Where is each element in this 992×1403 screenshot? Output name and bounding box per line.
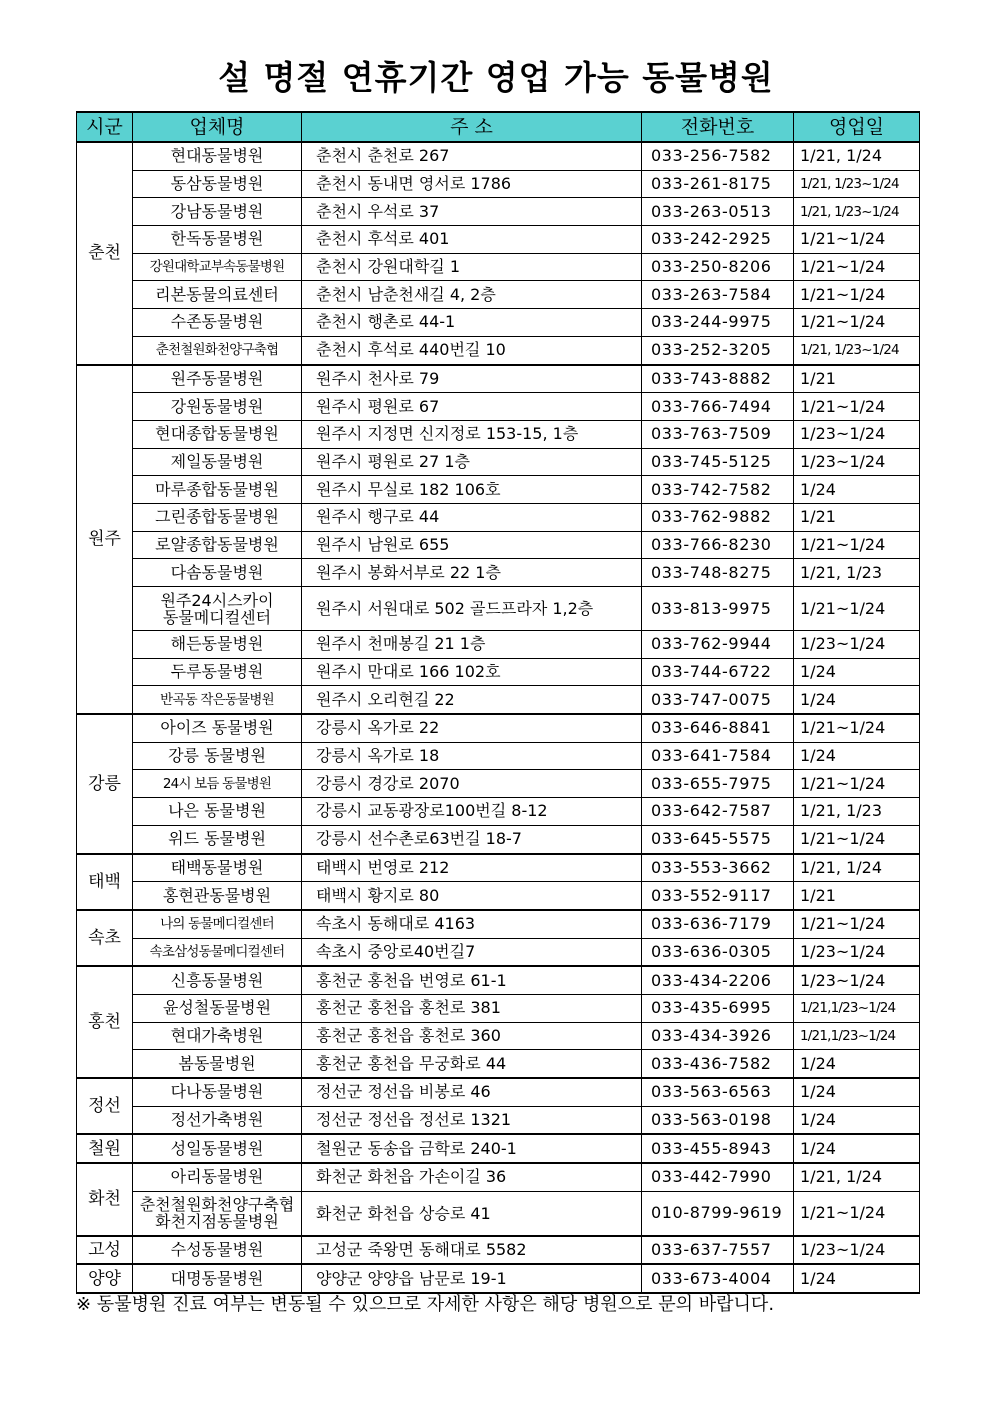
- hospital-name: 위드 동물병원: [133, 825, 302, 853]
- business-days: 1/24: [794, 742, 920, 770]
- business-days: 1/21~1/24: [794, 531, 920, 559]
- table-row: [77, 1163, 920, 1191]
- table-row: [77, 714, 920, 742]
- table-row: [77, 503, 920, 531]
- business-days: 1/21~1/24: [794, 226, 920, 254]
- table-row: [77, 1191, 920, 1236]
- business-days: 1/24: [794, 686, 920, 714]
- hospital-address: 춘천시 우석로 37: [302, 198, 642, 226]
- region-cell: 강릉: [77, 714, 133, 853]
- hospital-address: 홍천군 홍천읍 홍천로 360: [302, 1022, 642, 1050]
- hospital-address: 춘천시 강원대학길 1: [302, 253, 642, 281]
- region-cell: 철원: [77, 1134, 133, 1163]
- hospital-address: 원주시 남원로 655: [302, 531, 642, 559]
- hospital-name: 현대가축병원: [133, 1022, 302, 1050]
- table-row: [77, 476, 920, 504]
- hospital-name: 반곡동 작은동물병원: [133, 686, 302, 714]
- hospital-address: 원주시 행구로 44: [302, 503, 642, 531]
- hospital-phone: 033-435-6995: [642, 994, 794, 1022]
- business-days: 1/21~1/24: [794, 393, 920, 421]
- hospital-phone: 033-637-7557: [642, 1236, 794, 1265]
- hospital-name: 리본동물의료센터: [133, 281, 302, 309]
- hospital-address: 강릉시 선수촌로63번길 18-7: [302, 825, 642, 853]
- hospital-address: 원주시 평원로 67: [302, 393, 642, 421]
- hospital-phone: 033-766-8230: [642, 531, 794, 559]
- region-cell: 홍천: [77, 966, 133, 1078]
- hospital-phone: 033-242-2925: [642, 226, 794, 254]
- hospital-address: 원주시 서원대로 502 골드프라자 1,2층: [302, 587, 642, 631]
- hospital-phone: 033-434-2206: [642, 966, 794, 994]
- hospital-name: 강남동물병원: [133, 198, 302, 226]
- business-days: 1/24: [794, 658, 920, 686]
- business-days: 1/21~1/24: [794, 309, 920, 337]
- hospital-address: 춘천시 동내면 영서로 1786: [302, 170, 642, 198]
- table-row: [77, 559, 920, 587]
- hospital-address: 원주시 천사로 79: [302, 365, 642, 393]
- hospital-phone: 033-552-9117: [642, 882, 794, 910]
- hospital-name: 속초삼성동물메디컬센터: [133, 938, 302, 966]
- hospital-phone: 033-563-6563: [642, 1078, 794, 1106]
- hospital-name: 수성동물병원: [133, 1236, 302, 1265]
- business-days: 1/21~1/24: [794, 281, 920, 309]
- hospital-address: 속초시 동해대로 4163: [302, 910, 642, 938]
- hospital-phone: 033-744-6722: [642, 658, 794, 686]
- table-row: [77, 1022, 920, 1050]
- hospital-name: 춘천철원화천양구축협: [133, 336, 302, 364]
- hospital-name-line1: 원주24시스카이: [160, 590, 274, 610]
- hospital-name: 태백동물병원: [133, 854, 302, 882]
- hospital-name: 다솜동물병원: [133, 559, 302, 587]
- column-header-days: 영업일: [794, 112, 920, 142]
- table-row: [77, 910, 920, 938]
- hospital-phone: 033-646-8841: [642, 714, 794, 742]
- table-row: [77, 854, 920, 882]
- hospital-name: [133, 587, 302, 631]
- hospital-phone: 033-766-7494: [642, 393, 794, 421]
- hospital-name: [133, 1191, 302, 1236]
- hospital-phone: 033-455-8943: [642, 1134, 794, 1163]
- hospital-address: 원주시 무실로 182 106호: [302, 476, 642, 504]
- business-days: 1/24: [794, 1106, 920, 1134]
- hospital-name: 현대종합동물병원: [133, 420, 302, 448]
- region-cell: 화천: [77, 1163, 133, 1236]
- hospital-name: 24시 보듬 동물병원: [133, 770, 302, 798]
- page-title: 설 명절 연휴기간 영업 가능 동물병원: [218, 58, 774, 97]
- hospital-name: 마루종합동물병원: [133, 476, 302, 504]
- hospital-name: 나은 동물병원: [133, 798, 302, 826]
- hospital-phone: 033-641-7584: [642, 742, 794, 770]
- hospital-address: 춘천시 춘천로 267: [302, 142, 642, 170]
- business-days: 1/21~1/24: [794, 770, 920, 798]
- hospital-address: 정선군 정선읍 정선로 1321: [302, 1106, 642, 1134]
- hospital-address: 원주시 오리현길 22: [302, 686, 642, 714]
- hospital-name-line2: 동물메디컬센터: [162, 607, 272, 627]
- table-header-row: [77, 112, 920, 142]
- hospital-name: 윤성철동물병원: [133, 994, 302, 1022]
- business-days: 1/21: [794, 503, 920, 531]
- table-row: [77, 1106, 920, 1134]
- hospital-address: 태백시 번영로 212: [302, 854, 642, 882]
- hospital-phone: 033-256-7582: [642, 142, 794, 170]
- hospital-name: 강원대학교부속동물병원: [133, 253, 302, 281]
- hospital-phone: 033-261-8175: [642, 170, 794, 198]
- table-row: [77, 170, 920, 198]
- table-row: [77, 336, 920, 364]
- hospital-name: 제일동물병원: [133, 448, 302, 476]
- hospital-phone: 033-263-7584: [642, 281, 794, 309]
- hospital-name: 수존동물병원: [133, 309, 302, 337]
- hospital-name: 다나동물병원: [133, 1078, 302, 1106]
- hospital-address: 태백시 황지로 80: [302, 882, 642, 910]
- business-days: 1/21: [794, 882, 920, 910]
- hospital-name: 봄동물병원: [133, 1050, 302, 1078]
- hospital-name: 해든동물병원: [133, 631, 302, 659]
- business-days: 1/24: [794, 1264, 920, 1293]
- business-days: 1/23~1/24: [794, 420, 920, 448]
- hospital-phone: 033-747-0075: [642, 686, 794, 714]
- hospital-address: 강릉시 경강로 2070: [302, 770, 642, 798]
- hospital-address: 춘천시 남춘천새길 4, 2층: [302, 281, 642, 309]
- table-row: [77, 882, 920, 910]
- hospital-phone: 033-762-9944: [642, 631, 794, 659]
- hospital-name: 동삼동물병원: [133, 170, 302, 198]
- business-days: 1/21,1/23~1/24: [794, 994, 920, 1022]
- hospital-address: 강릉시 옥가로 18: [302, 742, 642, 770]
- hospital-phone: 033-642-7587: [642, 798, 794, 826]
- business-days: 1/21~1/24: [794, 910, 920, 938]
- hospital-phone: 033-250-8206: [642, 253, 794, 281]
- hospital-name: 나의 동물메디컬센터: [133, 910, 302, 938]
- table-row: [77, 1236, 920, 1265]
- table-row: [77, 420, 920, 448]
- column-header-name: 업체명: [133, 112, 302, 142]
- hospital-name: 성일동물병원: [133, 1134, 302, 1163]
- hospital-name: 두루동물병원: [133, 658, 302, 686]
- hospital-phone: 033-636-0305: [642, 938, 794, 966]
- table-row: [77, 938, 920, 966]
- hospital-name: 홍현관동물병원: [133, 882, 302, 910]
- business-days: 1/21,1/23~1/24: [794, 1022, 920, 1050]
- hospital-phone: 033-813-9975: [642, 587, 794, 631]
- hospital-name: 한독동물병원: [133, 226, 302, 254]
- hospital-name: 아이즈 동물병원: [133, 714, 302, 742]
- footnote: ※ 동물병원 진료 여부는 변동될 수 있으므로 자세한 사항은 해당 병원으로 문의 바랍니다.: [76, 1294, 775, 1315]
- table-row: [77, 742, 920, 770]
- table-row: [77, 770, 920, 798]
- hospital-phone: 033-645-5575: [642, 825, 794, 853]
- hospital-address: 정선군 정선읍 비봉로 46: [302, 1078, 642, 1106]
- business-days: 1/21, 1/23~1/24: [794, 170, 920, 198]
- hospital-address: 고성군 죽왕면 동해대로 5582: [302, 1236, 642, 1265]
- table-row: [77, 142, 920, 170]
- hospital-phone: 033-742-7582: [642, 476, 794, 504]
- table-row: [77, 825, 920, 853]
- region-cell: 원주: [77, 365, 133, 715]
- table-row: [77, 226, 920, 254]
- table-row: [77, 798, 920, 826]
- hospital-address: 속초시 중앙로40번길7: [302, 938, 642, 966]
- business-days: 1/23~1/24: [794, 631, 920, 659]
- table-row: [77, 658, 920, 686]
- business-days: 1/21, 1/23~1/24: [794, 336, 920, 364]
- hospital-name: 정선가축병원: [133, 1106, 302, 1134]
- table-row: [77, 994, 920, 1022]
- hospital-name: 원주동물병원: [133, 365, 302, 393]
- hospital-address: 강릉시 옥가로 22: [302, 714, 642, 742]
- business-days: 1/23~1/24: [794, 1236, 920, 1265]
- hospital-name: 강릉 동물병원: [133, 742, 302, 770]
- hospital-phone: 033-673-4004: [642, 1264, 794, 1293]
- hospital-address: 춘천시 후석로 440번길 10: [302, 336, 642, 364]
- table-row: [77, 198, 920, 226]
- hospital-address: 철원군 동송읍 금학로 240-1: [302, 1134, 642, 1163]
- table-row: [77, 448, 920, 476]
- hospital-name: 신흥동물병원: [133, 966, 302, 994]
- hospital-name: 대명동물병원: [133, 1264, 302, 1293]
- hospital-phone: 033-263-0513: [642, 198, 794, 226]
- hospital-phone: 010-8799-9619: [642, 1191, 794, 1236]
- table-row: [77, 966, 920, 994]
- hospital-phone: 033-434-3926: [642, 1022, 794, 1050]
- hospital-name-line2: 화천지점동물병원: [155, 1212, 279, 1232]
- hospital-phone: 033-748-8275: [642, 559, 794, 587]
- hospital-address: 홍천군 홍천읍 무궁화로 44: [302, 1050, 642, 1078]
- table-row: [77, 686, 920, 714]
- hospital-phone: 033-745-5125: [642, 448, 794, 476]
- hospital-address: 원주시 만대로 166 102호: [302, 658, 642, 686]
- hospital-phone: 033-743-8882: [642, 365, 794, 393]
- hospital-address: 원주시 지정면 신지정로 153-15, 1층: [302, 420, 642, 448]
- hospital-address: 홍천군 홍천읍 번영로 61-1: [302, 966, 642, 994]
- hospital-address: 강릉시 교동광장로100번길 8-12: [302, 798, 642, 826]
- business-days: 1/23~1/24: [794, 966, 920, 994]
- table-row: [77, 253, 920, 281]
- hospital-address: 춘천시 후석로 401: [302, 226, 642, 254]
- table-row: [77, 1264, 920, 1293]
- business-days: 1/21, 1/24: [794, 1163, 920, 1191]
- hospital-name-line1: 춘천철원화천양구축협: [139, 1195, 295, 1215]
- business-days: 1/21, 1/24: [794, 854, 920, 882]
- column-header-address: 주 소: [302, 112, 642, 142]
- table-row: [77, 393, 920, 421]
- region-cell: 속초: [77, 910, 133, 966]
- business-days: 1/21, 1/23: [794, 798, 920, 826]
- column-header-region: 시군: [77, 112, 133, 142]
- hospital-address: 원주시 천매봉길 21 1층: [302, 631, 642, 659]
- hospital-phone: 033-442-7990: [642, 1163, 794, 1191]
- hospital-phone: 033-563-0198: [642, 1106, 794, 1134]
- vet-hospital-table: [76, 111, 920, 1294]
- business-days: 1/24: [794, 1134, 920, 1163]
- business-days: 1/21~1/24: [794, 1191, 920, 1236]
- business-days: 1/21, 1/23~1/24: [794, 198, 920, 226]
- hospital-phone: 033-636-7179: [642, 910, 794, 938]
- hospital-phone: 033-553-3662: [642, 854, 794, 882]
- business-days: 1/21~1/24: [794, 587, 920, 631]
- hospital-address: 양양군 양양읍 남문로 19-1: [302, 1264, 642, 1293]
- table-row: [77, 365, 920, 393]
- region-cell: 태백: [77, 854, 133, 910]
- region-cell: 정선: [77, 1078, 133, 1134]
- business-days: 1/24: [794, 1078, 920, 1106]
- table-row: [77, 1134, 920, 1163]
- business-days: 1/21~1/24: [794, 825, 920, 853]
- column-header-phone: 전화번호: [642, 112, 794, 142]
- business-days: 1/21~1/24: [794, 714, 920, 742]
- table-row: [77, 1078, 920, 1106]
- region-cell: 양양: [77, 1264, 133, 1293]
- business-days: 1/24: [794, 1050, 920, 1078]
- hospital-phone: 033-763-7509: [642, 420, 794, 448]
- hospital-name: 그린종합동물병원: [133, 503, 302, 531]
- business-days: 1/21: [794, 365, 920, 393]
- business-days: 1/21, 1/24: [794, 142, 920, 170]
- hospital-address: 화천군 화천읍 가손이길 36: [302, 1163, 642, 1191]
- business-days: 1/24: [794, 476, 920, 504]
- table-row: [77, 281, 920, 309]
- hospital-address: 화천군 화천읍 상승로 41: [302, 1191, 642, 1236]
- region-cell: 춘천: [77, 142, 133, 365]
- business-days: 1/23~1/24: [794, 448, 920, 476]
- business-days: 1/21, 1/23: [794, 559, 920, 587]
- hospital-phone: 033-762-9882: [642, 503, 794, 531]
- hospital-address: 춘천시 행촌로 44-1: [302, 309, 642, 337]
- hospital-phone: 033-252-3205: [642, 336, 794, 364]
- table-row: [77, 587, 920, 631]
- hospital-name: 강원동물병원: [133, 393, 302, 421]
- table-row: [77, 309, 920, 337]
- hospital-address: 원주시 평원로 27 1층: [302, 448, 642, 476]
- business-days: 1/23~1/24: [794, 938, 920, 966]
- hospital-address: 홍천군 홍천읍 홍천로 381: [302, 994, 642, 1022]
- hospital-phone: 033-436-7582: [642, 1050, 794, 1078]
- hospital-address: 원주시 봉화서부로 22 1층: [302, 559, 642, 587]
- table-row: [77, 531, 920, 559]
- region-cell: 고성: [77, 1236, 133, 1265]
- hospital-name: 로얄종합동물병원: [133, 531, 302, 559]
- hospital-phone: 033-655-7975: [642, 770, 794, 798]
- hospital-name: 현대동물병원: [133, 142, 302, 170]
- hospital-phone: 033-244-9975: [642, 309, 794, 337]
- table-body: [77, 142, 920, 1293]
- business-days: 1/21~1/24: [794, 253, 920, 281]
- table-row: [77, 1050, 920, 1078]
- hospital-name: 아리동물병원: [133, 1163, 302, 1191]
- table-row: [77, 631, 920, 659]
